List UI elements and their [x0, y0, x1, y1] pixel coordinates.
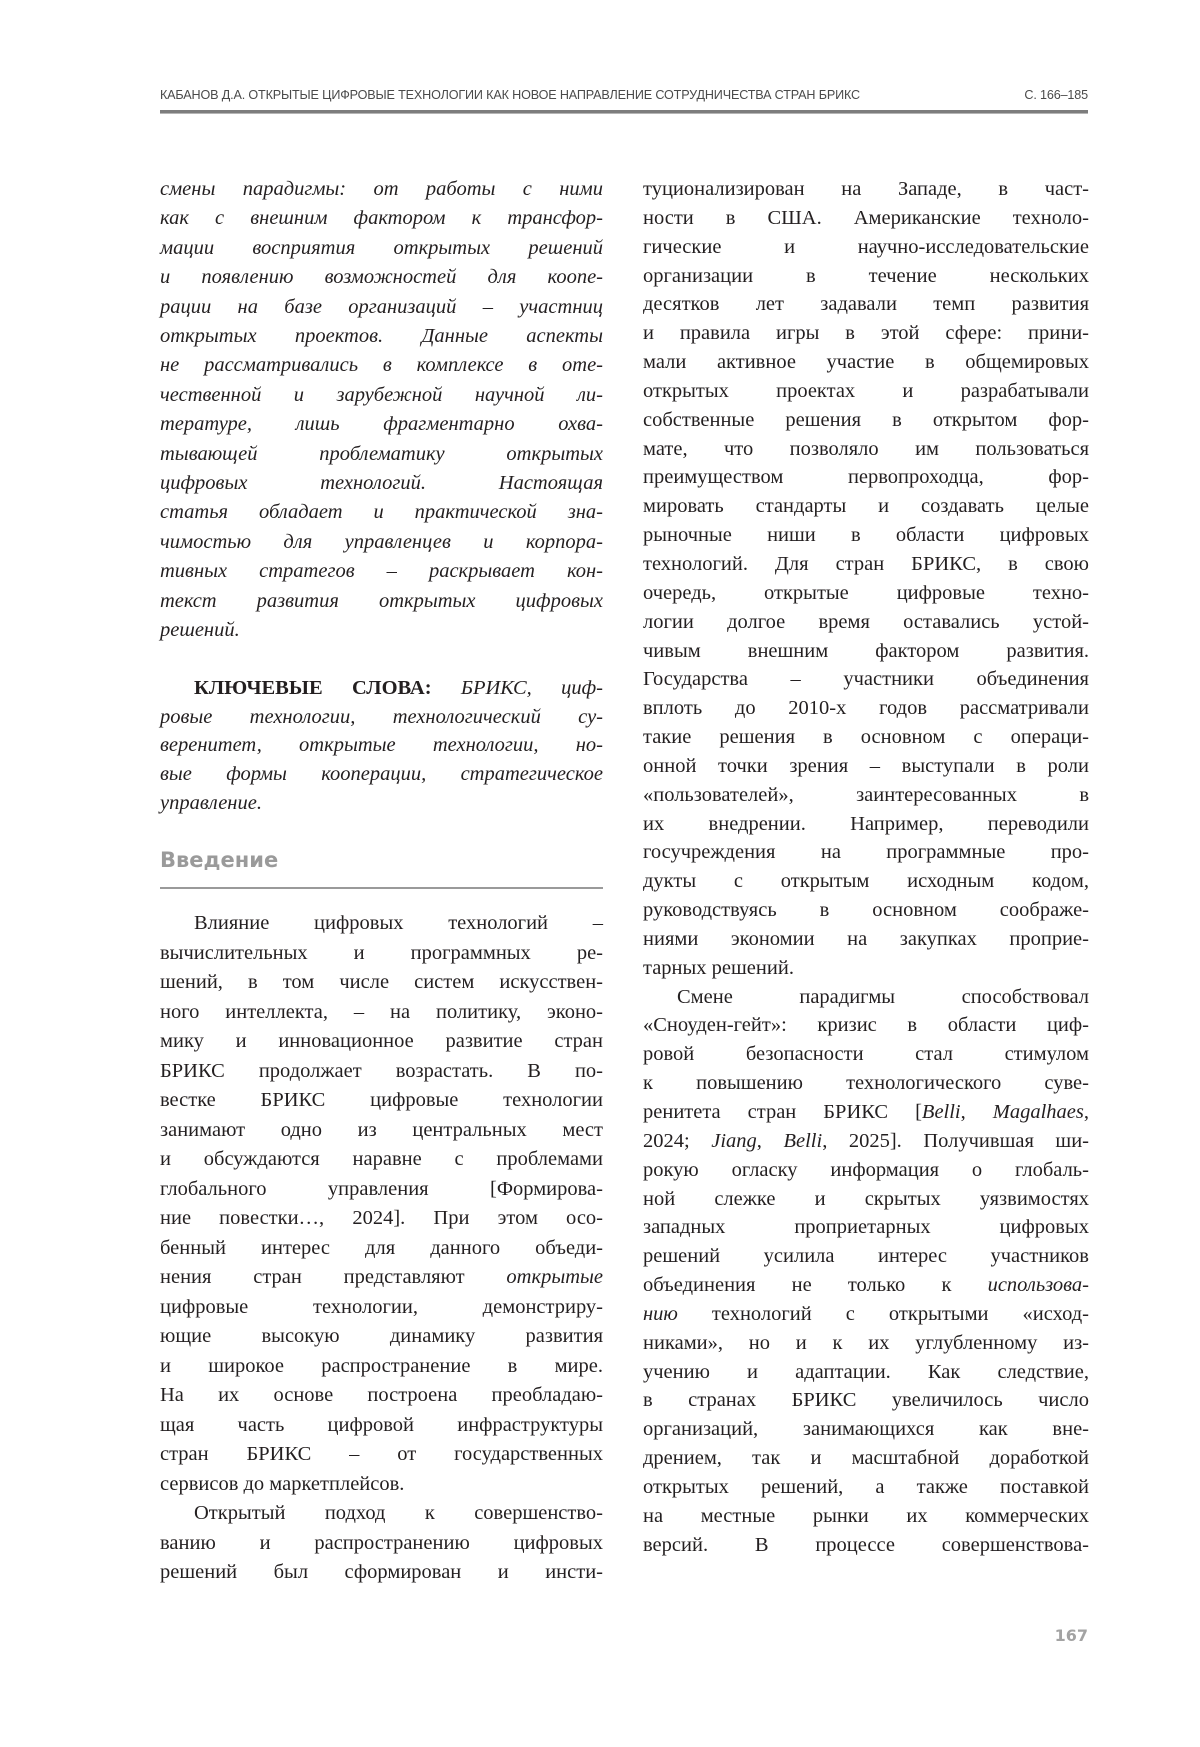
text-run: западных проприетарных цифровых — [643, 1216, 1089, 1239]
text-run: ванию и распространению цифровых — [160, 1531, 603, 1554]
text-line — [160, 587, 603, 616]
text-run: дрением, так и масштабной доработкой — [643, 1447, 1089, 1470]
text-run: нения стран представляют — [160, 1266, 507, 1288]
text-line — [643, 665, 1089, 694]
text-run: логии долгое время оставались устой- — [643, 610, 1089, 633]
text-run: собственные решения в открытом фор- — [643, 408, 1089, 431]
text-line — [643, 1213, 1089, 1242]
text-line — [160, 1499, 603, 1529]
text-line — [643, 954, 1089, 983]
text-line — [160, 1027, 603, 1057]
text-run: Смене парадигмы способствовал — [677, 985, 1089, 1008]
text-run: открытых проектов. Данные аспекты — [160, 325, 603, 348]
text-run: ниями экономии на закупках проприе- — [643, 927, 1089, 950]
text-line — [160, 1116, 603, 1146]
text-run: вестке БРИКС цифровые технологии — [160, 1089, 603, 1111]
text-line — [643, 781, 1089, 810]
text-line — [160, 616, 603, 645]
text-line — [160, 1057, 603, 1087]
text-line — [160, 731, 603, 760]
text-line — [643, 1502, 1089, 1531]
text-run: мате, что позволяло им пользоваться — [643, 437, 1089, 460]
text-run: смены парадигмы: от работы с ними — [160, 178, 603, 200]
text-run: дукты с открытым исходным кодом, — [643, 870, 1089, 893]
section-divider — [160, 887, 603, 889]
text-line — [160, 234, 603, 263]
text-line — [160, 528, 603, 557]
text-run: рации на базе организаций – участниц — [160, 295, 603, 318]
emphasis-text: вые формы кооперации, стратегическое — [160, 763, 603, 786]
emphasis-text: использова- — [987, 1274, 1089, 1297]
text-run: , 2025]. Получившая ши- — [822, 1129, 1090, 1152]
text-line — [643, 983, 1089, 1012]
text-run: щая часть цифровой инфраструктуры — [160, 1413, 603, 1436]
text-run: решений усилила интерес участников — [643, 1245, 1089, 1268]
running-title: КАБАНОВ Д.А. ОТКРЫТЫЕ ЦИФРОВЫЕ ТЕХНОЛОГИИ КАК НОВОЕ НАПРАВЛЕНИЕ СОТРУДНИЧЕСТВА СТРАН БРИКС — [160, 88, 860, 102]
text-run: открытых проектах и разрабатывали — [643, 379, 1089, 402]
text-run: тывающей проблематику открытых — [160, 442, 603, 465]
text-run: бенный интерес для данного объеди- — [160, 1236, 603, 1259]
text-run: их внедрении. Например, переводили — [643, 812, 1089, 835]
text-line — [643, 348, 1089, 377]
text-run: ности в США. Американские техноло- — [643, 206, 1089, 229]
text-line — [160, 789, 603, 818]
text-line — [643, 377, 1089, 406]
text-run: чимостью для управленцев и корпора- — [160, 530, 603, 553]
text-run: сервисов до маркетплейсов. — [160, 1472, 405, 1495]
text-run: «Сноуден-гейт»: кризис в области циф- — [643, 1014, 1089, 1037]
text-line — [160, 1175, 603, 1205]
text-run: технологий с открытыми «исход- — [677, 1302, 1089, 1325]
text-run: такие решения в основном с операци- — [643, 726, 1089, 749]
emphasis-text: ровые технологии, технологический су- — [160, 705, 603, 728]
page-range: С. 166–185 — [1024, 88, 1088, 102]
text-line — [643, 1011, 1089, 1040]
text-run: 2024; — [643, 1129, 712, 1152]
text-line — [160, 1558, 603, 1588]
text-run: ние повестки…, 2024]. При этом осо- — [160, 1207, 603, 1229]
text-line — [160, 381, 603, 410]
text-line — [643, 1185, 1089, 1214]
abstract-text — [160, 175, 603, 646]
text-line — [643, 319, 1089, 348]
text-run: «пользователей», заинтересованных в — [643, 783, 1089, 806]
text-run: чественной и зарубежной научной ли- — [160, 383, 603, 406]
text-line — [160, 1322, 603, 1352]
text-run: на местные рынки их коммерческих — [643, 1504, 1089, 1527]
text-run: онной точки зрения – выступали в роли — [643, 754, 1089, 777]
text-line — [643, 752, 1089, 781]
text-run: как с внешним фактором к трансфор- — [160, 207, 603, 230]
text-run: ренитета стран БРИКС [ — [643, 1101, 922, 1123]
emphasis-text: нию — [643, 1302, 678, 1325]
text-line — [160, 498, 603, 527]
text-line — [160, 263, 603, 292]
text-line — [643, 175, 1089, 204]
emphasis-text: управление. — [160, 791, 262, 814]
running-header — [160, 88, 1088, 108]
text-run: тивных стратегов – раскрывает кон- — [160, 560, 603, 583]
text-run: чивым внешним фактором развития. — [643, 639, 1089, 662]
text-line — [643, 1300, 1089, 1329]
text-line — [160, 1529, 603, 1559]
text-run: не рассматривались в комплексе в оте- — [160, 354, 603, 377]
text-line — [160, 1086, 603, 1116]
text-run: десятков лет задавали темп развития — [643, 293, 1089, 316]
text-line — [643, 810, 1089, 839]
text-run: рокую огласку информация о глобаль- — [643, 1158, 1089, 1181]
text-run: решений. — [160, 619, 240, 642]
text-line — [643, 1358, 1089, 1387]
text-line — [643, 1040, 1089, 1069]
text-line — [643, 1531, 1089, 1560]
text-line — [643, 1386, 1089, 1415]
text-run: тературе, лишь фрагментарно охва- — [160, 413, 603, 436]
text-line — [160, 175, 603, 204]
text-line — [643, 1444, 1089, 1473]
text-run: рыночные ниши в области цифровых — [643, 524, 1089, 547]
text-run: шений, в том числе систем искусствен- — [160, 971, 603, 993]
header-rule — [160, 110, 1088, 114]
text-run: к повышению технологического суве- — [643, 1072, 1089, 1095]
page-number: 167 — [1054, 1626, 1088, 1645]
text-line — [160, 410, 603, 439]
text-line — [643, 694, 1089, 723]
text-run: Открытый подход к совершенство- — [194, 1502, 603, 1524]
text-run: текст развития открытых цифровых — [160, 589, 603, 612]
text-line — [160, 1440, 603, 1470]
text-run: госучреждения на программные про- — [643, 841, 1089, 864]
text-line — [643, 723, 1089, 752]
text-line — [160, 1352, 603, 1382]
text-line — [643, 579, 1089, 608]
text-run: мации восприятия открытых решений — [160, 236, 603, 259]
text-line — [160, 1145, 603, 1175]
text-line — [643, 521, 1089, 550]
text-run: ющие высокую динамику развития — [160, 1325, 603, 1347]
text-run: мировать стандарты и создавать целые — [643, 495, 1089, 518]
text-line — [160, 909, 603, 939]
section-heading: Введение — [160, 848, 279, 872]
text-line — [643, 838, 1089, 867]
text-line — [160, 1204, 603, 1234]
text-line — [160, 322, 603, 351]
text-run: учению и адаптации. Как следствие, — [643, 1360, 1089, 1383]
text-run: очередь, открытые цифровые техно- — [643, 581, 1089, 604]
text-run: открытых решений, а также поставкой — [643, 1475, 1089, 1498]
text-run: никами», но и к их углубленному из- — [643, 1331, 1089, 1354]
text-line — [643, 896, 1089, 925]
text-run: статья обладает и практической зна- — [160, 501, 603, 524]
text-line — [160, 703, 603, 732]
text-line — [160, 1234, 603, 1264]
emphasis-text: БРИКС, циф- — [460, 677, 603, 699]
text-line — [160, 1263, 603, 1293]
text-line — [160, 351, 603, 380]
introduction-text — [160, 909, 603, 1588]
text-line — [160, 1293, 603, 1323]
text-line — [643, 1271, 1089, 1300]
text-line — [160, 1411, 603, 1441]
keywords-label: КЛЮЧЕВЫЕ СЛОВА: — [194, 677, 461, 699]
text-run: мали активное участие в общемировых — [643, 351, 1089, 374]
emphasis-text: Belli — [921, 1101, 961, 1123]
text-line — [643, 1098, 1089, 1127]
text-run: вычислительных и программных ре- — [160, 941, 603, 964]
text-line — [643, 1473, 1089, 1502]
text-run: ного интеллекта, – на политику, эконо- — [160, 1000, 603, 1023]
text-run: объединения не только к — [643, 1274, 988, 1297]
text-run: и правила игры в этой сфере: прини- — [643, 322, 1089, 345]
emphasis-text: веренитет, открытые технологии, но- — [160, 734, 603, 757]
text-run: технологий. Для стран БРИКС, в свою — [643, 552, 1089, 575]
text-line — [643, 435, 1089, 464]
text-run: в странах БРИКС увеличилось число — [643, 1389, 1089, 1412]
emphasis-text: Belli — [783, 1129, 823, 1152]
text-run: занимают одно из центральных мест — [160, 1118, 603, 1141]
text-run: туционализирован на Западе, в част- — [643, 178, 1089, 200]
emphasis-text: открытые — [506, 1266, 603, 1288]
text-line — [643, 1156, 1089, 1185]
text-run: ровой безопасности стал стимулом — [643, 1043, 1089, 1066]
text-run: организаций, занимающихся как вне- — [643, 1418, 1089, 1441]
text-run: Влияние цифровых технологий – — [194, 912, 603, 934]
text-run: тарных решений. — [643, 956, 794, 979]
text-line — [160, 293, 603, 322]
text-run: цифровых технологий. Настоящая — [160, 472, 603, 495]
text-run: БРИКС продолжает возрастать. В по- — [160, 1059, 603, 1082]
text-line — [160, 440, 603, 469]
text-line — [160, 674, 603, 703]
text-line — [160, 469, 603, 498]
text-run: гические и научно-исследовательские — [643, 235, 1089, 258]
text-run: мику и инновационное развитие стран — [160, 1030, 603, 1052]
text-line — [643, 492, 1089, 521]
text-line — [160, 939, 603, 969]
text-run: и появлению возможностей для коопе- — [160, 266, 603, 289]
text-line — [643, 406, 1089, 435]
text-run: , — [960, 1101, 993, 1123]
text-line — [643, 262, 1089, 291]
text-line — [643, 204, 1089, 233]
text-line — [160, 760, 603, 789]
text-run: глобального управления [Формирова- — [160, 1177, 603, 1200]
emphasis-text: Magalhaes — [992, 1101, 1084, 1123]
text-line — [643, 290, 1089, 319]
text-line — [643, 463, 1089, 492]
text-line — [160, 998, 603, 1028]
text-run: и широкое распространение в мире. — [160, 1354, 603, 1377]
text-line — [160, 557, 603, 586]
text-line — [643, 550, 1089, 579]
text-run: организации в течение нескольких — [643, 264, 1089, 287]
text-line — [160, 1470, 603, 1500]
text-run: стран БРИКС – от государственных — [160, 1443, 603, 1465]
text-line — [160, 1381, 603, 1411]
text-run: цифровые технологии, демонстриру- — [160, 1295, 603, 1318]
text-run: вплоть до 2010-х годов рассматривали — [643, 697, 1089, 720]
text-run: На их основе построена преобладаю- — [160, 1384, 603, 1406]
emphasis-text: Jiang — [711, 1129, 757, 1152]
text-run: и обсуждаются наравне с проблемами — [160, 1148, 603, 1170]
text-run: , — [1083, 1101, 1089, 1123]
text-line — [160, 204, 603, 233]
keywords — [160, 674, 603, 818]
text-run: руководствуясь в основном соображе- — [643, 899, 1089, 922]
text-run: преимуществом первопроходца, фор- — [643, 466, 1089, 489]
text-run: версий. В процессе совершенствова- — [643, 1533, 1089, 1556]
text-line — [643, 867, 1089, 896]
text-run: Государства – участники объединения — [643, 668, 1089, 691]
text-run: решений был сформирован и инсти- — [160, 1561, 603, 1583]
text-line — [643, 1069, 1089, 1098]
text-line — [643, 608, 1089, 637]
text-line — [643, 1329, 1089, 1358]
text-line — [643, 925, 1089, 954]
text-line — [643, 1242, 1089, 1271]
text-line — [643, 233, 1089, 262]
right-column-text — [643, 175, 1089, 1560]
text-run: , — [756, 1129, 784, 1152]
text-line — [643, 1127, 1089, 1156]
text-line — [643, 1415, 1089, 1444]
text-line — [160, 968, 603, 998]
text-line — [643, 637, 1089, 666]
text-run: ной слежке и скрытых уязвимостях — [643, 1187, 1089, 1210]
